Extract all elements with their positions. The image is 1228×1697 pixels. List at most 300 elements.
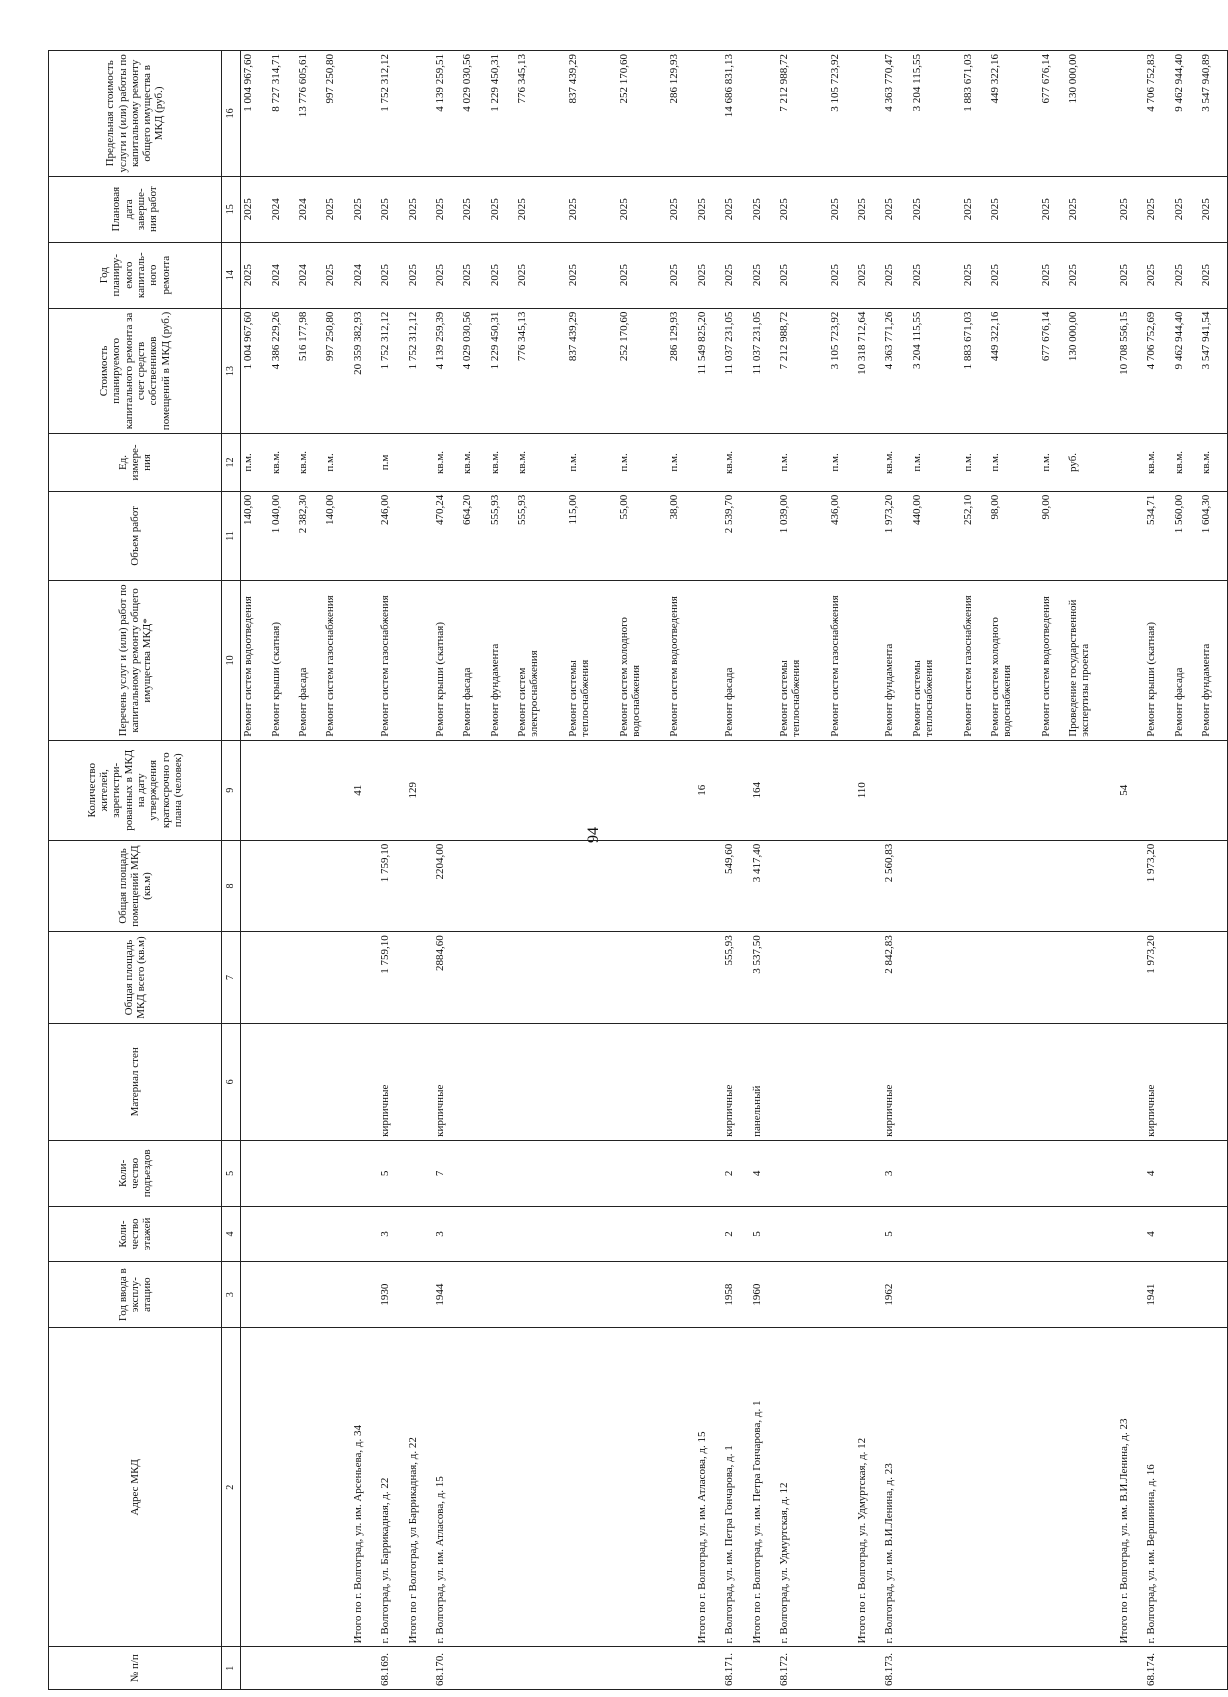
cell-col-11: 2 539,70 — [722, 491, 749, 580]
cell-col-7 — [828, 932, 855, 1024]
repair-plan-table — [48, 50, 1228, 1690]
cell-col-7: 1 973,20 — [1144, 932, 1171, 1024]
cell-col-3 — [1172, 1262, 1199, 1328]
cell-col-12: п.м. — [988, 434, 1039, 491]
table-row — [1172, 51, 1199, 1690]
cell-col-7 — [323, 932, 350, 1024]
cell-col-5 — [667, 1140, 694, 1206]
cell-col-6 — [241, 1023, 269, 1140]
cell-col-15: 2025 — [406, 176, 433, 242]
cell-col-2 — [961, 1328, 988, 1647]
cell-col-7 — [241, 932, 269, 1024]
cell-col-15: 2025 — [378, 176, 405, 242]
cell-col-16 — [351, 51, 378, 177]
cell-col-1 — [667, 1647, 694, 1690]
cell-col-4: 5 — [882, 1206, 909, 1261]
cell-col-11: 115,00 — [566, 491, 617, 580]
cell-col-5 — [515, 1140, 566, 1206]
cell-col-12: п.м. — [961, 434, 988, 491]
cell-col-1 — [695, 1647, 722, 1690]
cell-col-6 — [406, 1023, 433, 1140]
cell-col-11: 55,00 — [617, 491, 668, 580]
cell-col-9 — [988, 740, 1039, 840]
cell-col-12: кв.м. — [433, 434, 460, 491]
cell-col-9: 16 — [695, 740, 722, 840]
table-row — [855, 51, 882, 1690]
cell-col-12: кв.м. — [296, 434, 323, 491]
cell-col-9 — [1172, 740, 1199, 840]
cell-col-3 — [695, 1262, 722, 1328]
cell-col-9 — [433, 740, 460, 840]
cell-col-7: 555,93 — [722, 932, 749, 1024]
cell-col-3: 1930 — [378, 1262, 405, 1328]
cell-col-11: 1 560,00 — [1172, 491, 1199, 580]
cell-col-15: 2025 — [777, 176, 828, 242]
cell-col-9: 129 — [406, 740, 433, 840]
cell-col-14: 2025 — [515, 242, 566, 308]
table-row — [667, 51, 694, 1690]
cell-col-3 — [460, 1262, 487, 1328]
cell-col-15: 2025 — [323, 176, 350, 242]
cell-col-5 — [855, 1140, 882, 1206]
cell-col-13: 516 177,98 — [296, 308, 323, 434]
cell-col-16 — [1117, 51, 1144, 177]
cell-col-16: 7 212 988,72 — [777, 51, 828, 177]
cell-col-10: Ремонт систем электроснабжения — [515, 581, 566, 741]
cell-col-6 — [566, 1023, 617, 1140]
cell-col-16: 1 883 671,03 — [961, 51, 988, 177]
cell-col-7: 3 537,50 — [750, 932, 777, 1024]
cell-col-2 — [241, 1328, 269, 1647]
column-number-row — [222, 51, 241, 1690]
cell-col-7 — [1172, 932, 1199, 1024]
cell-col-2: г. Волгоград, ул. Удмуртская, д. 12 — [777, 1328, 828, 1647]
cell-col-9 — [378, 740, 405, 840]
cell-col-14: 2024 — [296, 242, 323, 308]
cell-col-7 — [566, 932, 617, 1024]
table-row — [488, 51, 515, 1690]
column-number-5: 5 — [222, 1140, 241, 1206]
cell-col-2: Итого по г. Волгоград, ул. Удмуртская, д. 12 — [855, 1328, 882, 1647]
cell-col-12 — [1117, 434, 1144, 491]
cell-col-16: 449 322,16 — [988, 51, 1039, 177]
cell-col-6 — [323, 1023, 350, 1140]
cell-col-13: 10 318 712,64 — [855, 308, 882, 434]
cell-col-9 — [617, 740, 668, 840]
cell-col-5 — [961, 1140, 988, 1206]
cell-col-13: 1 004 967,60 — [241, 308, 269, 434]
cell-col-6 — [667, 1023, 694, 1140]
cell-col-13: 3 105 723,92 — [828, 308, 855, 434]
cell-col-12: кв.м. — [1199, 434, 1227, 491]
cell-col-16: 4 706 752,83 — [1144, 51, 1171, 177]
cell-col-2: Итого по г. Волгоград, ул. им. В.И.Ленина, д. 23 — [1117, 1328, 1144, 1647]
table-row — [777, 51, 828, 1690]
cell-col-1 — [988, 1647, 1039, 1690]
cell-col-16: 3 547 940,89 — [1199, 51, 1227, 177]
cell-col-15: 2025 — [882, 176, 909, 242]
cell-col-11: 555,93 — [488, 491, 515, 580]
cell-col-13: 3 204 115,55 — [910, 308, 961, 434]
cell-col-6 — [961, 1023, 988, 1140]
cell-col-1 — [269, 1647, 296, 1690]
cell-col-6: кирпичные — [1144, 1023, 1171, 1140]
cell-col-15: 2025 — [1172, 176, 1199, 242]
cell-col-8 — [269, 840, 296, 932]
cell-col-16: 252 170,60 — [617, 51, 668, 177]
cell-col-10: Ремонт крыши (скатная) — [433, 581, 460, 741]
cell-col-9 — [828, 740, 855, 840]
cell-col-16: 776 345,13 — [515, 51, 566, 177]
cell-col-1: 68.169. — [378, 1647, 405, 1690]
cell-col-11: 252,10 — [961, 491, 988, 580]
cell-col-3 — [351, 1262, 378, 1328]
cell-col-7: 2884,60 — [433, 932, 460, 1024]
cell-col-8 — [323, 840, 350, 932]
cell-col-14: 2025 — [988, 242, 1039, 308]
cell-col-2 — [515, 1328, 566, 1647]
cell-col-6 — [910, 1023, 961, 1140]
cell-col-14: 2024 — [351, 242, 378, 308]
cell-col-14: 2025 — [828, 242, 855, 308]
cell-col-6 — [351, 1023, 378, 1140]
cell-col-11: 664,20 — [460, 491, 487, 580]
table-row — [695, 51, 722, 1690]
cell-col-16: 3 204 115,55 — [910, 51, 961, 177]
column-header-13: Стоимость планируемого капитального ремонта за счет средств собственников помещений в МКД (руб.) — [49, 308, 222, 434]
cell-col-9 — [777, 740, 828, 840]
table-row — [910, 51, 961, 1690]
cell-col-15: 2025 — [460, 176, 487, 242]
cell-col-11 — [1066, 491, 1117, 580]
cell-col-8 — [1066, 840, 1117, 932]
cell-col-5 — [296, 1140, 323, 1206]
cell-col-14: 2025 — [241, 242, 269, 308]
cell-col-1 — [566, 1647, 617, 1690]
cell-col-6 — [296, 1023, 323, 1140]
cell-col-11: 1 604,30 — [1199, 491, 1227, 580]
column-number-10: 10 — [222, 581, 241, 741]
cell-col-1 — [910, 1647, 961, 1690]
cell-col-14: 2025 — [777, 242, 828, 308]
cell-col-5 — [406, 1140, 433, 1206]
table-row — [296, 51, 323, 1690]
cell-col-8 — [988, 840, 1039, 932]
cell-col-4 — [351, 1206, 378, 1261]
cell-col-8: 549,60 — [722, 840, 749, 932]
cell-col-10 — [351, 581, 378, 741]
cell-col-1 — [488, 1647, 515, 1690]
cell-col-16: 997 250,80 — [323, 51, 350, 177]
cell-col-11: 2 382,30 — [296, 491, 323, 580]
cell-col-1 — [828, 1647, 855, 1690]
cell-col-16: 286 129,93 — [667, 51, 694, 177]
cell-col-6 — [1066, 1023, 1117, 1140]
cell-col-10: Ремонт систем водоотведения — [241, 581, 269, 741]
cell-col-8 — [617, 840, 668, 932]
cell-col-8 — [695, 840, 722, 932]
cell-col-5 — [241, 1140, 269, 1206]
cell-col-15: 2025 — [566, 176, 617, 242]
cell-col-13: 449 322,16 — [988, 308, 1039, 434]
cell-col-7: 2 842,83 — [882, 932, 909, 1024]
cell-col-4 — [961, 1206, 988, 1261]
column-header-9: Количество жителей, зарегистри- рованных в МКД на дату утверждения краткосрочно го плана (человек) — [49, 740, 222, 840]
cell-col-7 — [460, 932, 487, 1024]
cell-col-7: 1 759,10 — [378, 932, 405, 1024]
page-number: 94 — [585, 827, 602, 843]
cell-col-15: 2025 — [1199, 176, 1227, 242]
cell-col-10: Ремонт систем газоснабжения — [961, 581, 988, 741]
cell-col-3 — [1066, 1262, 1117, 1328]
cell-col-6 — [269, 1023, 296, 1140]
cell-col-2 — [910, 1328, 961, 1647]
cell-col-10: Ремонт систем водоотведения — [667, 581, 694, 741]
cell-col-12: п.м. — [566, 434, 617, 491]
column-header-7: Общая площадь МКД всего (кв.м) — [49, 932, 222, 1024]
cell-col-14: 2025 — [460, 242, 487, 308]
cell-col-10: Ремонт фундамента — [488, 581, 515, 741]
cell-col-14: 2025 — [1144, 242, 1171, 308]
cell-col-10 — [695, 581, 722, 741]
cell-col-1 — [1066, 1647, 1117, 1690]
column-header-14: Год планиру- емого капиталь- ного ремонта — [49, 242, 222, 308]
cell-col-6 — [855, 1023, 882, 1140]
cell-col-1 — [617, 1647, 668, 1690]
column-header-1: № п/п — [49, 1647, 222, 1690]
table-row — [617, 51, 668, 1690]
cell-col-1 — [406, 1647, 433, 1690]
cell-col-15: 2025 — [351, 176, 378, 242]
cell-col-7 — [1117, 932, 1144, 1024]
cell-col-11 — [750, 491, 777, 580]
column-number-9: 9 — [222, 740, 241, 840]
cell-col-6 — [695, 1023, 722, 1140]
cell-col-3 — [323, 1262, 350, 1328]
cell-col-13: 1 883 671,03 — [961, 308, 988, 434]
cell-col-1 — [323, 1647, 350, 1690]
cell-col-3: 1960 — [750, 1262, 777, 1328]
cell-col-15: 2025 — [750, 176, 777, 242]
cell-col-6 — [988, 1023, 1039, 1140]
cell-col-8 — [828, 840, 855, 932]
cell-col-3 — [1117, 1262, 1144, 1328]
cell-col-12: кв.м. — [1172, 434, 1199, 491]
table-row — [1199, 51, 1227, 1690]
table-row — [988, 51, 1039, 1690]
column-number-14: 14 — [222, 242, 241, 308]
cell-col-11: 555,93 — [515, 491, 566, 580]
cell-col-8 — [566, 840, 617, 932]
cell-col-2 — [460, 1328, 487, 1647]
cell-col-14: 2025 — [722, 242, 749, 308]
cell-col-10: Ремонт систем водоотведения — [1039, 581, 1066, 741]
cell-col-4 — [488, 1206, 515, 1261]
cell-col-2 — [1039, 1328, 1066, 1647]
cell-col-5 — [828, 1140, 855, 1206]
cell-col-12: п.м. — [323, 434, 350, 491]
table-row — [378, 51, 405, 1690]
cell-col-14: 2025 — [961, 242, 988, 308]
cell-col-8 — [667, 840, 694, 932]
cell-col-3 — [910, 1262, 961, 1328]
column-header-8: Общая площадь помещений МКД (кв.м) — [49, 840, 222, 932]
cell-col-13: 1 752 312,12 — [406, 308, 433, 434]
cell-col-15: 2025 — [241, 176, 269, 242]
cell-col-9 — [910, 740, 961, 840]
cell-col-9 — [323, 740, 350, 840]
cell-col-12: кв.м. — [722, 434, 749, 491]
cell-col-2 — [988, 1328, 1039, 1647]
cell-col-9 — [722, 740, 749, 840]
cell-col-3 — [667, 1262, 694, 1328]
cell-col-12: п.м. — [828, 434, 855, 491]
cell-col-4 — [988, 1206, 1039, 1261]
cell-col-1 — [241, 1647, 269, 1690]
cell-col-12: п.м. — [617, 434, 668, 491]
cell-col-11 — [351, 491, 378, 580]
column-number-13: 13 — [222, 308, 241, 434]
cell-col-8 — [961, 840, 988, 932]
cell-col-3 — [1199, 1262, 1227, 1328]
cell-col-3: 1941 — [1144, 1262, 1171, 1328]
cell-col-7 — [988, 932, 1039, 1024]
cell-col-15: 2025 — [961, 176, 988, 242]
cell-col-3 — [515, 1262, 566, 1328]
cell-col-16: 4 363 770,47 — [882, 51, 909, 177]
column-number-8: 8 — [222, 840, 241, 932]
cell-col-15: 2025 — [855, 176, 882, 242]
cell-col-12: кв.м. — [515, 434, 566, 491]
cell-col-9 — [1144, 740, 1171, 840]
cell-col-16: 8 727 314,71 — [269, 51, 296, 177]
table-row — [406, 51, 433, 1690]
cell-col-12: п.м. — [1039, 434, 1066, 491]
table-row — [882, 51, 909, 1690]
cell-col-2 — [488, 1328, 515, 1647]
cell-col-4 — [617, 1206, 668, 1261]
column-number-11: 11 — [222, 491, 241, 580]
cell-col-5 — [910, 1140, 961, 1206]
cell-col-10: Ремонт фасада — [296, 581, 323, 741]
cell-col-8 — [1117, 840, 1144, 932]
table-row — [828, 51, 855, 1690]
cell-col-12 — [406, 434, 433, 491]
cell-col-2 — [323, 1328, 350, 1647]
cell-col-1 — [1117, 1647, 1144, 1690]
cell-col-15: 2025 — [667, 176, 694, 242]
cell-col-2: Итого по г. Волгоград, ул. им. Петра Гончарова, д. 1 — [750, 1328, 777, 1647]
cell-col-8 — [296, 840, 323, 932]
table-row — [351, 51, 378, 1690]
cell-col-14: 2025 — [323, 242, 350, 308]
cell-col-12 — [351, 434, 378, 491]
cell-col-12: п.м — [378, 434, 405, 491]
cell-col-16: 1 004 967,60 — [241, 51, 269, 177]
cell-col-10: Ремонт систем газоснабжения — [828, 581, 855, 741]
cell-col-13: 1 229 450,31 — [488, 308, 515, 434]
cell-col-5 — [351, 1140, 378, 1206]
cell-col-10: Ремонт фундамента — [1199, 581, 1227, 741]
cell-col-5 — [566, 1140, 617, 1206]
cell-col-2 — [1172, 1328, 1199, 1647]
cell-col-1 — [1039, 1647, 1066, 1690]
cell-col-16: 837 439,29 — [566, 51, 617, 177]
cell-col-15: 2025 — [433, 176, 460, 242]
column-number-12: 12 — [222, 434, 241, 491]
cell-col-13: 4 029 030,56 — [460, 308, 487, 434]
cell-col-13: 837 439,29 — [566, 308, 617, 434]
cell-col-14: 2025 — [566, 242, 617, 308]
cell-col-11: 1 039,00 — [777, 491, 828, 580]
cell-col-6 — [488, 1023, 515, 1140]
cell-col-5 — [1199, 1140, 1227, 1206]
cell-col-14: 2025 — [750, 242, 777, 308]
cell-col-1 — [855, 1647, 882, 1690]
cell-col-2: г. Волгоград, ул. им. Атласова, д. 15 — [433, 1328, 460, 1647]
cell-col-4 — [1172, 1206, 1199, 1261]
cell-col-7 — [515, 932, 566, 1024]
cell-col-4: 3 — [433, 1206, 460, 1261]
cell-col-11: 470,24 — [433, 491, 460, 580]
cell-col-7 — [296, 932, 323, 1024]
cell-col-10: Ремонт фасада — [722, 581, 749, 741]
cell-col-2: г. Волгоград, ул. им. Петра Гончарова, д. 1 — [722, 1328, 749, 1647]
cell-col-4 — [515, 1206, 566, 1261]
cell-col-4 — [566, 1206, 617, 1261]
cell-col-6 — [1199, 1023, 1227, 1140]
cell-col-10: Ремонт фасада — [1172, 581, 1199, 741]
cell-col-11: 1 040,00 — [269, 491, 296, 580]
cell-col-4 — [460, 1206, 487, 1261]
cell-col-3 — [617, 1262, 668, 1328]
cell-col-3: 1962 — [882, 1262, 909, 1328]
cell-col-7 — [406, 932, 433, 1024]
cell-col-1: 68.172. — [777, 1647, 828, 1690]
cell-col-11 — [855, 491, 882, 580]
cell-col-13: 7 212 988,72 — [777, 308, 828, 434]
cell-col-7 — [1039, 932, 1066, 1024]
cell-col-1 — [296, 1647, 323, 1690]
cell-col-1 — [515, 1647, 566, 1690]
cell-col-11: 534,71 — [1144, 491, 1171, 580]
cell-col-6: панельный — [750, 1023, 777, 1140]
cell-col-2 — [1199, 1328, 1227, 1647]
cell-col-14: 2025 — [695, 242, 722, 308]
cell-col-10 — [1117, 581, 1144, 741]
cell-col-9 — [241, 740, 269, 840]
cell-col-2 — [617, 1328, 668, 1647]
cell-col-5 — [1066, 1140, 1117, 1206]
cell-col-11: 1 973,20 — [882, 491, 909, 580]
cell-col-10 — [855, 581, 882, 741]
cell-col-8: 1 973,20 — [1144, 840, 1171, 932]
cell-col-15: 2025 — [695, 176, 722, 242]
cell-col-13: 10 708 556,15 — [1117, 308, 1144, 434]
table-row — [323, 51, 350, 1690]
cell-col-13: 286 129,93 — [667, 308, 694, 434]
cell-col-8 — [1172, 840, 1199, 932]
cell-col-7 — [667, 932, 694, 1024]
cell-col-7 — [910, 932, 961, 1024]
cell-col-13: 997 250,80 — [323, 308, 350, 434]
cell-col-3 — [777, 1262, 828, 1328]
cell-col-6: кирпичные — [882, 1023, 909, 1140]
cell-col-6: кирпичные — [433, 1023, 460, 1140]
cell-col-15: 2025 — [1066, 176, 1117, 242]
cell-col-8 — [1039, 840, 1066, 932]
cell-col-2 — [828, 1328, 855, 1647]
